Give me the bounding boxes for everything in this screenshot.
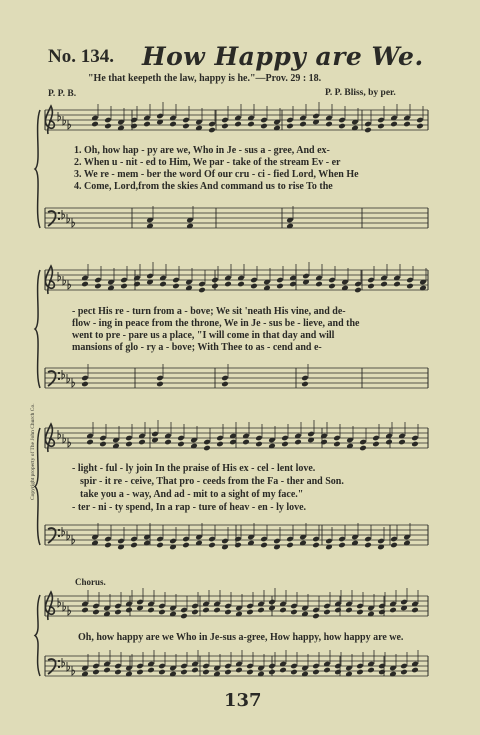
note-head: [216, 441, 224, 448]
verse-1-line-2: - pect His re - turn from a - bove; We sit 'neath His vine, and de-: [72, 306, 346, 317]
note-head: [180, 613, 188, 620]
flat-sign: [67, 214, 70, 223]
bass-clef-dot: [58, 212, 60, 214]
hymn-number: No. 134.: [48, 46, 114, 67]
bass-clef-dot: [58, 529, 60, 531]
note-head: [133, 281, 141, 288]
note-head: [221, 123, 229, 130]
note-head: [312, 542, 320, 549]
bass-clef-dot: [58, 666, 60, 668]
note-head: [224, 669, 232, 676]
note-head: [299, 121, 307, 128]
note-head: [147, 607, 155, 614]
note-head: [208, 542, 216, 549]
flat-sign: [68, 280, 71, 289]
note-head: [202, 669, 210, 676]
note-head: [364, 542, 372, 549]
note-head: [125, 441, 133, 448]
note-head: [411, 667, 419, 674]
flat-sign: [63, 602, 66, 611]
note-head: [390, 121, 398, 128]
note-head: [213, 607, 221, 614]
note-head: [136, 669, 144, 676]
verse-1-line-3: - light - ful - ly join In the praise of His ex - cel - lent love.: [72, 463, 316, 474]
verse-2-line-2: flow - ing in peace from the throne, We in Je - sus be - lieve, and the: [72, 318, 360, 329]
note-head: [385, 439, 393, 446]
note-head: [81, 381, 89, 388]
note-head: [286, 123, 294, 130]
note-head: [81, 607, 89, 614]
note-head: [364, 127, 372, 134]
note-head: [279, 607, 287, 614]
note-head: [208, 127, 216, 134]
bass-clef-dot: [58, 660, 60, 662]
flat-sign: [68, 438, 71, 447]
verse-3-line-2: went to pre - pare us a place, "I will come in that day and will: [72, 330, 335, 341]
note-head: [246, 669, 254, 676]
hymn-title: How Happy are We.: [142, 42, 424, 71]
note-head: [367, 667, 375, 674]
note-head: [198, 287, 206, 294]
note-head: [338, 123, 346, 130]
note-head: [130, 123, 138, 130]
system-brace: [35, 270, 40, 388]
note-head: [345, 607, 353, 614]
note-head: [320, 439, 328, 446]
bass-clef-dot: [58, 372, 60, 374]
note-head: [242, 439, 250, 446]
note-head: [411, 607, 419, 614]
note-head: [164, 439, 172, 446]
flat-sign: [72, 218, 75, 227]
page-number: 137: [224, 690, 262, 711]
verse-3-line-3: take you a - way, And ad - mit to a sight of my face.": [80, 489, 304, 500]
note-head: [281, 441, 289, 448]
note-head: [325, 121, 333, 128]
note-head: [99, 441, 107, 448]
note-head: [114, 669, 122, 676]
note-head: [158, 609, 166, 616]
flat-sign: [63, 276, 66, 285]
composer-credit: P. P. Bliss, by per.: [325, 88, 396, 98]
flat-sign: [72, 535, 75, 544]
note-head: [247, 121, 255, 128]
note-head: [294, 439, 302, 446]
note-head: [191, 609, 199, 616]
note-head: [191, 667, 199, 674]
flat-sign: [68, 120, 71, 129]
note-head: [378, 609, 386, 616]
note-head: [203, 445, 211, 452]
flat-sign: [72, 666, 75, 675]
flat-sign: [67, 662, 70, 671]
epigraph: "He that keepeth the law, happy is he."—Prov. 29 : 18.: [88, 73, 322, 84]
verse-2-line-1: 2. When u - nit - ed to Him, We par - take of the stream Ev - er: [74, 157, 341, 168]
note-head: [92, 669, 100, 676]
note-head: [147, 667, 155, 674]
note-head: [103, 667, 111, 674]
note-head: [180, 669, 188, 676]
note-head: [138, 439, 146, 446]
note-head: [130, 542, 138, 549]
note-head: [333, 441, 341, 448]
note-head: [156, 542, 164, 549]
note-head: [81, 281, 89, 288]
note-head: [246, 609, 254, 616]
note-head: [390, 542, 398, 549]
note-head: [380, 281, 388, 288]
flat-sign: [67, 374, 70, 383]
note-head: [91, 121, 99, 128]
note-head: [221, 381, 229, 388]
verse-4-line-1: 4. Come, Lord,from the skies And command us to rise To the: [74, 181, 333, 192]
note-head: [334, 607, 342, 614]
note-head: [260, 123, 268, 130]
verse-3-line-1: 3. We re - mem - ber the word Of our cru - ci - fied Lord, When He: [74, 169, 359, 180]
note-head: [323, 609, 331, 616]
note-head: [315, 281, 323, 288]
note-head: [224, 609, 232, 616]
note-head: [301, 381, 309, 388]
composer-initials: P. P. B.: [48, 89, 77, 99]
note-head: [237, 281, 245, 288]
note-head: [378, 669, 386, 676]
note-head: [159, 281, 167, 288]
system-brace: [35, 595, 40, 676]
note-head: [356, 609, 364, 616]
note-head: [104, 542, 112, 549]
note-head: [158, 669, 166, 676]
note-head: [286, 542, 294, 549]
note-head: [202, 607, 210, 614]
note-head: [312, 669, 320, 676]
note-head: [235, 667, 243, 674]
note-head: [143, 121, 151, 128]
note-head: [234, 542, 242, 549]
verse-1-line-1: 1. Oh, how hap - py are we, Who in Je - sus a - gree, And ex-: [74, 145, 330, 156]
note-head: [328, 283, 336, 290]
note-head: [367, 283, 375, 290]
note-head: [172, 283, 180, 290]
note-head: [389, 607, 397, 614]
system-brace: [35, 110, 40, 228]
note-head: [354, 287, 362, 294]
note-head: [211, 283, 219, 290]
note-head: [224, 281, 232, 288]
chorus-lyric: Oh, how happy are we Who in Je-sus a-gree, How happy, how happy are we.: [78, 632, 404, 643]
bass-clef-dot: [58, 218, 60, 220]
note-head: [416, 123, 424, 130]
note-head: [312, 613, 320, 620]
note-head: [114, 609, 122, 616]
note-head: [276, 283, 284, 290]
note-head: [156, 381, 164, 388]
flat-sign: [67, 531, 70, 540]
note-head: [290, 669, 298, 676]
note-head: [400, 669, 408, 676]
note-head: [169, 121, 177, 128]
note-head: [94, 283, 102, 290]
note-head: [334, 669, 342, 676]
note-head: [177, 441, 185, 448]
verse-4-line-3: - ter - ni - ty spend, In a rap - ture of heav - en - ly love.: [72, 502, 307, 513]
note-head: [406, 283, 414, 290]
note-head: [257, 607, 265, 614]
note-head: [182, 542, 190, 549]
note-head: [290, 609, 298, 616]
note-head: [323, 667, 331, 674]
verse-2-line-3: spir - it re - ceive, That pro - ceeds from the Fa - ther and Son.: [80, 476, 344, 487]
note-head: [250, 283, 258, 290]
note-head: [86, 439, 94, 446]
bass-clef-dot: [58, 535, 60, 537]
note-head: [260, 542, 268, 549]
flat-sign: [63, 434, 66, 443]
flat-sign: [72, 378, 75, 387]
note-head: [377, 123, 385, 130]
note-head: [182, 123, 190, 130]
note-head: [411, 441, 419, 448]
note-head: [255, 441, 263, 448]
flat-sign: [63, 116, 66, 125]
verse-4-line-2: mansions of glo - ry a - bove; With Thee to as - cend and e-: [72, 342, 322, 353]
note-head: [268, 669, 276, 676]
note-head: [234, 121, 242, 128]
note-head: [279, 667, 287, 674]
note-head: [125, 607, 133, 614]
chorus-label: Chorus.: [75, 577, 106, 587]
note-head: [338, 542, 346, 549]
bass-clef-dot: [58, 378, 60, 380]
note-head: [356, 669, 364, 676]
note-head: [403, 121, 411, 128]
note-head: [359, 445, 367, 452]
flat-sign: [68, 606, 71, 615]
note-head: [104, 123, 112, 130]
note-head: [398, 439, 406, 446]
note-head: [120, 283, 128, 290]
system-brace: [35, 428, 40, 545]
copyright-notice: Copyright property of The John Church Co.: [30, 403, 36, 500]
note-head: [372, 441, 380, 448]
note-head: [393, 281, 401, 288]
note-head: [92, 609, 100, 616]
